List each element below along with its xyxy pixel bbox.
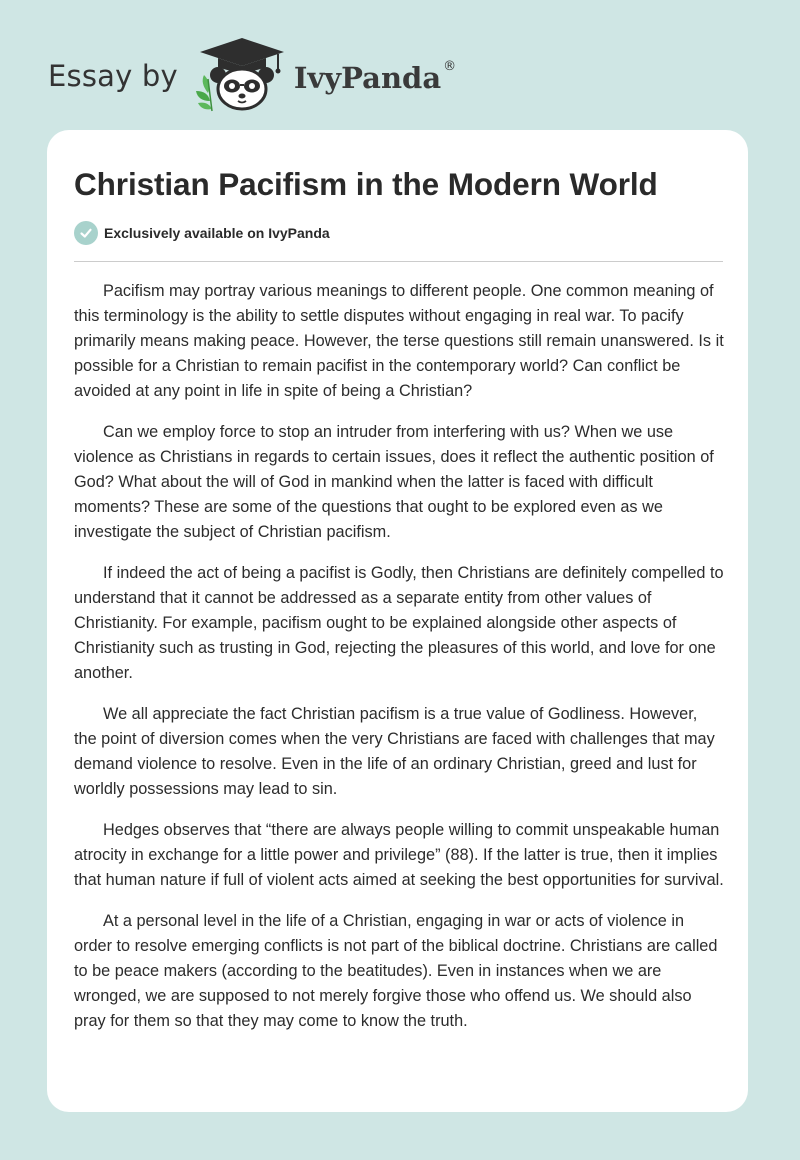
check-circle-icon	[74, 221, 98, 245]
registered-mark: ®	[443, 58, 457, 74]
paragraph-3: If indeed the act of being a pacifist is Godly, then Christians are definitely compelled to understand that it cannot be addressed as a separate entity from other values of Christianity. For example, pacifism ought to be explained alongside other aspects of Christianity such as trusting in God, rejecting the pleasures of this world, and love for one another.	[74, 564, 724, 682]
essay-title: Christian Pacifism in the Modern World	[74, 166, 658, 202]
brand-name[interactable]: IvyPanda	[293, 61, 442, 95]
panda-graduate-logo-icon[interactable]	[194, 35, 290, 113]
title-divider	[74, 261, 723, 262]
paragraph-1: Pacifism may portray various meanings to different people. One common meaning of this terminology is the ability to settle disputes without engaging in real war. To pacify primarily means making peace. However, the terse questions still remain unanswered. Is it possible for a Christian to remain pacifist in the contemporary world? Can conflict be avoided at any point in life in spite of being a Christian?	[74, 282, 724, 400]
paragraph-4: We all appreciate the fact Christian pacifism is a true value of Godliness. However, the point of diversion comes when the very Christians are faced with challenges that may demand violence to resolve. Even in the life of an ordinary Christian, greed and lust for worldly possessions may lead to sin.	[74, 705, 715, 798]
brand-prefix: Essay by	[48, 59, 178, 93]
exclusive-badge	[74, 221, 330, 245]
paragraph-6: At a personal level in the life of a Christian, engaging in war or acts of violence in order to resolve emerging conflicts is not part of the biblical doctrine. Christians are called to be peace makers (according to the beatitudes). Even in instances when we are wronged, we are supposed to not merely forgive those who offend us. We should also pray for them so that they may come to know the truth.	[74, 912, 718, 1030]
essay-card	[47, 130, 748, 1112]
paragraph-2: Can we employ force to stop an intruder from interfering with us? When we use violence as Christians in regards to certain issues, does it reflect the authentic position of God? What about the will of God in mankind when the latter is faced with difficult moments? These are some of the questions that ought to be explored even as we investigate the subject of Christian pacifism.	[74, 423, 714, 541]
exclusive-badge-label: Exclusively available on IvyPanda	[104, 225, 330, 241]
site-header	[48, 34, 456, 114]
paragraph-5: Hedges observes that “there are always people willing to commit unspeakable human atrocity in exchange for a little power and privilege” (88). If the latter is true, then it implies that human nature if full of violent acts aimed at seeking the best opportunities for survival.	[74, 821, 724, 889]
essay-body	[74, 279, 724, 1050]
